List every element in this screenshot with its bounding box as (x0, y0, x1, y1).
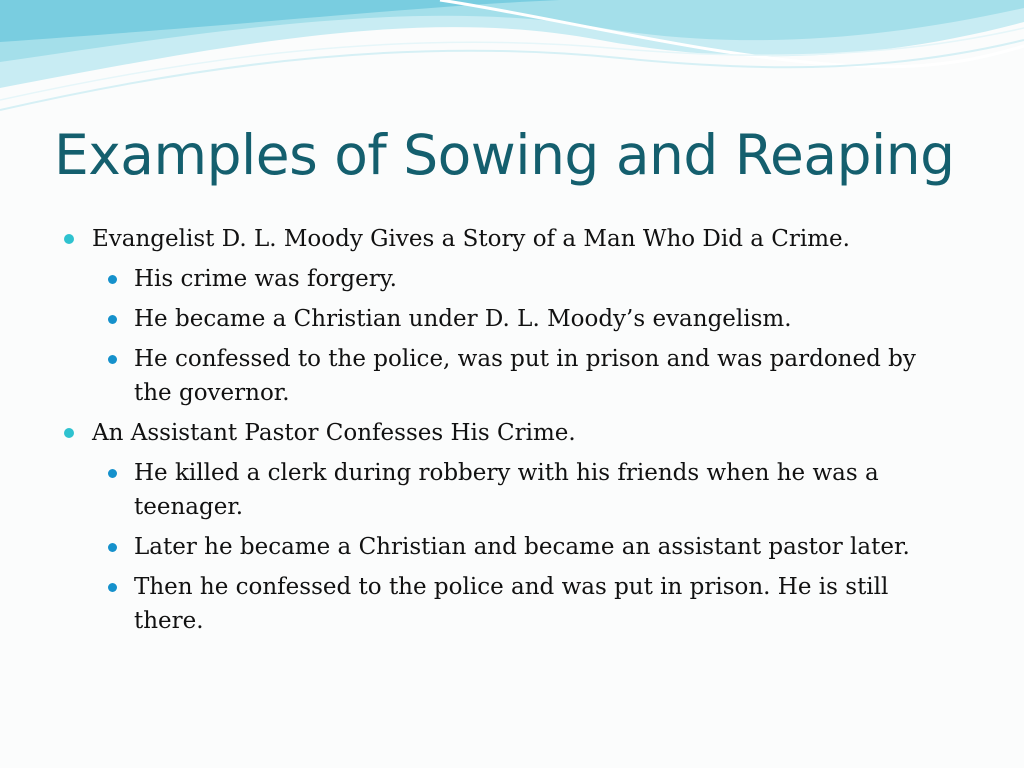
bullet-list (60, 222, 960, 644)
list-item (60, 416, 960, 450)
list-item-text: An Assistant Pastor Confesses His Crime. (92, 420, 576, 446)
bullet-dot-icon (108, 543, 117, 552)
wave-decoration (0, 0, 1024, 130)
list-item-text: He confessed to the police, was put in prison and was pardoned by the governor. (134, 346, 916, 406)
bullet-dot-icon (108, 275, 117, 284)
list-item-text: Evangelist D. L. Moody Gives a Story of a Man Who Did a Crime. (92, 226, 850, 252)
list-item-text: Then he confessed to the police and was put in prison. He is still there. (134, 574, 889, 634)
bullet-dot-icon (108, 469, 117, 478)
slide-title: Examples of Sowing and Reaping (54, 123, 955, 187)
bullet-dot-icon (64, 428, 74, 438)
bullet-dot-icon (108, 355, 117, 364)
bullet-dot-icon (108, 583, 117, 592)
list-item (60, 342, 960, 410)
list-item (60, 530, 960, 564)
list-item (60, 570, 960, 638)
list-item-text: He killed a clerk during robbery with his friends when he was a teenager. (134, 460, 879, 520)
list-item (60, 222, 960, 256)
list-item-text: His crime was forgery. (134, 266, 397, 292)
list-item (60, 302, 960, 336)
list-item-text: Later he became a Christian and became an assistant pastor later. (134, 534, 910, 560)
list-item (60, 456, 960, 524)
bullet-dot-icon (108, 315, 117, 324)
list-item-text: He became a Christian under D. L. Moody’s evangelism. (134, 306, 792, 332)
bullet-dot-icon (64, 234, 74, 244)
list-item (60, 262, 960, 296)
